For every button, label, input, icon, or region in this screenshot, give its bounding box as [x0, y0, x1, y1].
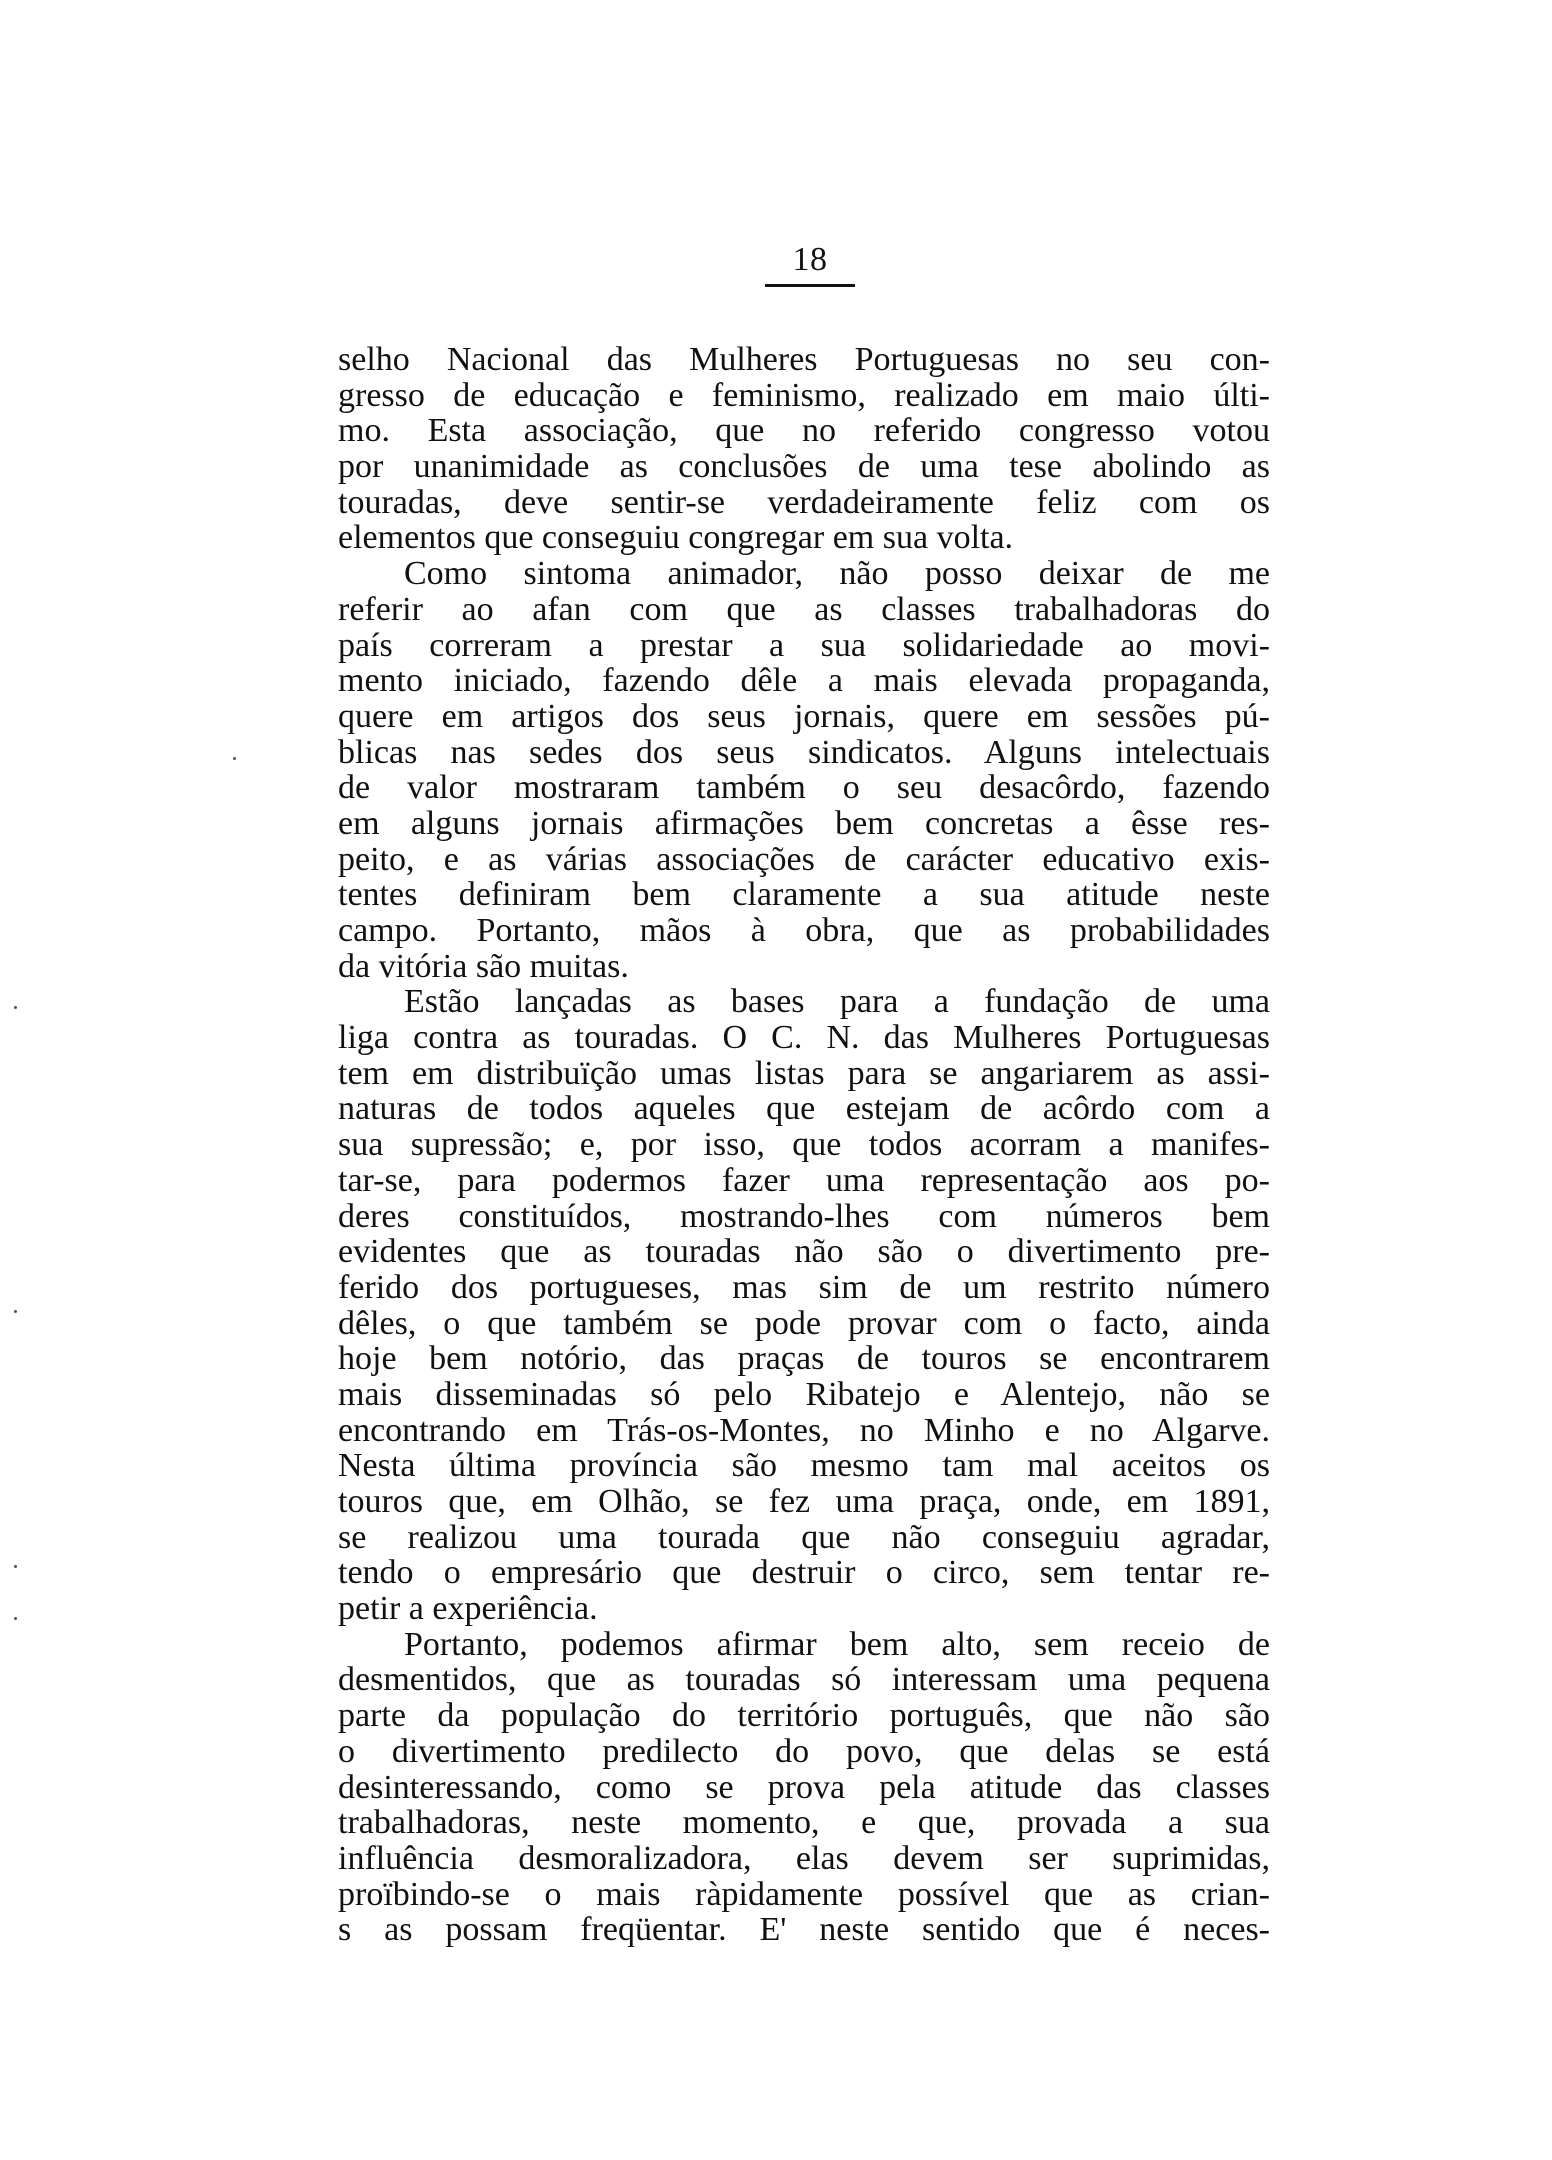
text-line: hoje bem notório, das praças de touros se encontrarem: [338, 1340, 1270, 1378]
text-line: liga contra as touradas. O C. N. das Mulheres Portuguesas: [338, 1019, 1270, 1057]
paragraph-start: Como sintoma animador, não posso deixar de me: [404, 555, 1270, 593]
text-line: campo. Portanto, mãos à obra, que as probabilidades: [338, 912, 1270, 949]
text-line: blicas nas sedes dos seus sindicatos. Alguns intelectuais: [338, 733, 1270, 771]
text-line: s as possam freqüentar. E' neste sentido que é neces-: [338, 1911, 1270, 1949]
text-line: Nesta última província são mesmo tam mal aceitos os: [338, 1447, 1270, 1485]
text-line: mento iniciado, fazendo dêle a mais elevada propaganda,: [338, 662, 1270, 700]
text-line: sua supressão; e, por isso, que todos acorram a manifes-: [338, 1126, 1270, 1164]
text-line: trabalhadoras, neste momento, e que, provada a sua: [338, 1804, 1270, 1842]
text-line: mo. Esta associação, que no referido congresso votou: [338, 412, 1270, 450]
text-line: se realizou uma tourada que não conseguiu agradar,: [338, 1518, 1270, 1556]
margin-speck: [233, 757, 236, 760]
text-line: encontrando em Trás-os-Montes, no Minho e no Algarve.: [338, 1411, 1270, 1449]
text-line: tem em distribuïção umas listas para se angariarem as assi-: [338, 1054, 1270, 1092]
text-line: da vitória são muitas.: [338, 947, 629, 985]
text-line: desmentidos, que as touradas só interessam uma pequena: [338, 1661, 1270, 1699]
text-line: petir a experiência.: [338, 1590, 598, 1628]
margin-speck: [14, 1006, 17, 1009]
paragraph-start: Portanto, podemos afirmar bem alto, sem receio de: [404, 1625, 1270, 1663]
text-line: proïbindo-se o mais ràpidamente possível que as crian-: [338, 1875, 1270, 1913]
text-line: referir ao afan com que as classes trabalhadoras do: [338, 590, 1270, 628]
text-line: parte da população do território português, que não são: [338, 1697, 1270, 1735]
text-line: touros que, em Olhão, se fez uma praça, onde, em 1891,: [338, 1483, 1270, 1520]
text-line: selho Nacional das Mulheres Portuguesas no seu con-: [338, 341, 1270, 378]
text-line: influência desmoralizadora, elas devem ser suprimidas,: [338, 1839, 1270, 1877]
margin-speck: [14, 1310, 17, 1313]
text-line: por unanimidade as conclusões de uma tese abolindo as: [338, 448, 1270, 486]
text-line: peito, e as várias associações de carácter educativo exis-: [338, 840, 1270, 878]
text-line: mais disseminadas só pelo Ribatejo e Alentejo, não se: [338, 1375, 1270, 1413]
text-line: tar-se, para podermos fazer uma representação aos po-: [338, 1161, 1270, 1199]
text-line: naturas de todos aqueles que estejam de acôrdo com a: [338, 1090, 1270, 1128]
text-line: desinteressando, como se prova pela atitude das classes: [338, 1768, 1270, 1806]
text-line: deres constituídos, mostrando-lhes com números bem: [338, 1197, 1270, 1235]
paragraph-start: Estão lançadas as bases para a fundação de uma: [404, 983, 1270, 1021]
text-line: em alguns jornais afirmações bem concretas a êsse res-: [338, 804, 1270, 842]
text-line: de valor mostraram também o seu desacôrdo, fazendo: [338, 769, 1270, 807]
text-line: evidentes que as touradas não são o divertimento pre-: [338, 1233, 1270, 1271]
text-line: tendo o empresário que destruir o circo, sem tentar re-: [338, 1554, 1270, 1592]
text-line: quere em artigos dos seus jornais, quere em sessões pú-: [338, 697, 1270, 735]
text-line: dêles, o que também se pode provar com o facto, ainda: [338, 1304, 1270, 1342]
body-text: [338, 342, 1270, 1948]
page-number: 18: [792, 241, 828, 278]
page-number-rule: [765, 284, 855, 287]
text-line: país correram a prestar a sua solidariedade ao movi-: [338, 626, 1270, 664]
text-line: tentes definiram bem claramente a sua atitude neste: [338, 876, 1270, 914]
text-line: gresso de educação e feminismo, realizado em maio últi-: [338, 376, 1270, 414]
text-line: touradas, deve sentir-se verdadeiramente feliz com os: [338, 483, 1270, 521]
margin-speck: [14, 1565, 17, 1568]
text-line: o divertimento predilecto do povo, que delas se está: [338, 1732, 1270, 1770]
text-line: ferido dos portugueses, mas sim de um restrito número: [338, 1268, 1270, 1306]
margin-speck: [14, 1617, 17, 1620]
text-line: elementos que conseguiu congregar em sua volta.: [338, 519, 1014, 557]
